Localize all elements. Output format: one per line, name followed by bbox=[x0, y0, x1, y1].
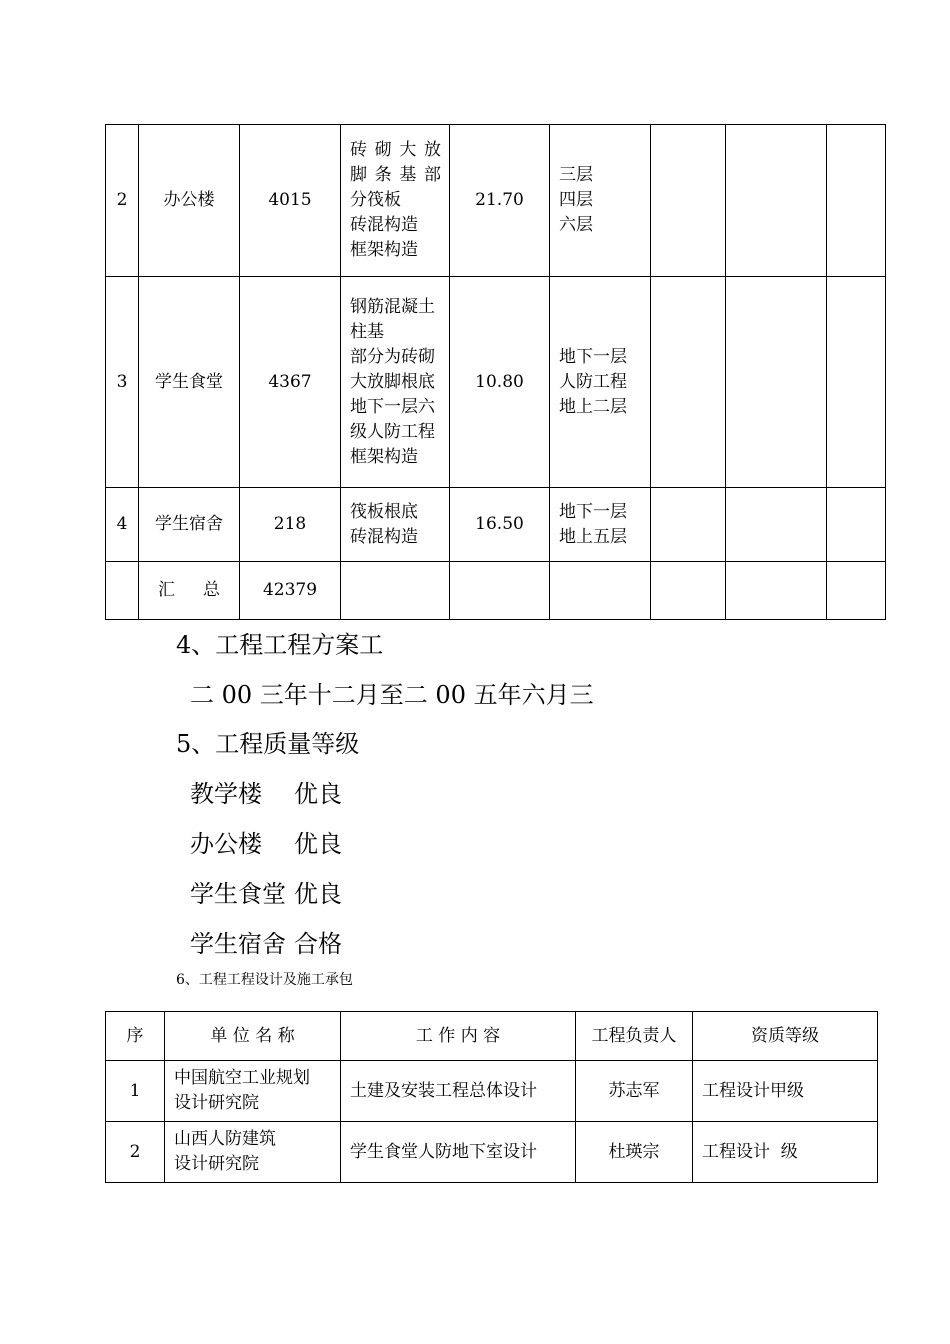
empty-cell bbox=[726, 562, 827, 620]
empty-cell bbox=[450, 562, 550, 620]
empty-cell bbox=[106, 562, 139, 620]
empty-cell bbox=[827, 277, 886, 488]
building-height: 21.70 bbox=[450, 125, 550, 277]
building-name: 学生食堂 bbox=[139, 277, 240, 488]
floors-cell: 地下一层 人防工程 地上二层 bbox=[550, 277, 651, 488]
total-row bbox=[106, 562, 886, 620]
qualification-grade: 工程设计甲级 bbox=[693, 1061, 878, 1122]
building-table bbox=[105, 124, 886, 620]
header-cell: 工程负责人 bbox=[576, 1012, 693, 1061]
section6-title: 6、工程工程设计及施工承包 bbox=[176, 972, 353, 988]
work-content: 学生食堂人防地下室设计 bbox=[341, 1122, 576, 1183]
building-area: 4015 bbox=[240, 125, 341, 277]
unit-name: 山西人防建筑 设计研究院 bbox=[165, 1122, 341, 1183]
header-cell: 单 位 名 称 bbox=[165, 1012, 341, 1061]
building-name: 办公楼 bbox=[139, 125, 240, 277]
header-cell: 序 bbox=[106, 1012, 165, 1061]
section4-title: 4、工程工程方案工 bbox=[176, 631, 384, 659]
floors-cell: 地下一层 地上五层 bbox=[550, 488, 651, 562]
table-row bbox=[106, 488, 886, 562]
contractor-table bbox=[105, 1011, 878, 1183]
row-number: 4 bbox=[106, 488, 139, 562]
building-height: 10.80 bbox=[450, 277, 550, 488]
quality-item: 教学楼 优良 bbox=[190, 780, 342, 808]
structure-cell: 筏板根底 砖混构造 bbox=[341, 488, 450, 562]
table-row bbox=[106, 1122, 878, 1183]
project-leader: 杜瑛宗 bbox=[576, 1122, 693, 1183]
empty-cell bbox=[651, 277, 726, 488]
empty-cell bbox=[827, 125, 886, 277]
table-header-row bbox=[106, 1012, 878, 1061]
unit-name: 中国航空工业规划 设计研究院 bbox=[165, 1061, 341, 1122]
empty-cell bbox=[651, 488, 726, 562]
row-number: 3 bbox=[106, 277, 139, 488]
quality-item: 学生宿舍 合格 bbox=[190, 930, 342, 958]
empty-cell bbox=[550, 562, 651, 620]
structure-cell: 钢筋混凝土 柱基 部分为砖砌 大放脚根底 地下一层六 级人防工程 框架构造 bbox=[341, 277, 450, 488]
empty-cell bbox=[726, 277, 827, 488]
section4-body: 二 00 三年十二月至二 00 五年六月三 bbox=[190, 681, 594, 709]
section5-title: 5、工程质量等级 bbox=[176, 730, 360, 758]
building-name: 学生宿舍 bbox=[139, 488, 240, 562]
header-cell: 资质等级 bbox=[693, 1012, 878, 1061]
quality-item: 学生食堂 优良 bbox=[190, 880, 342, 908]
total-label: 汇 总 bbox=[139, 562, 240, 620]
building-height: 16.50 bbox=[450, 488, 550, 562]
table-row bbox=[106, 1061, 878, 1122]
row-number: 2 bbox=[106, 1122, 165, 1183]
empty-cell bbox=[651, 562, 726, 620]
work-content: 土建及安装工程总体设计 bbox=[341, 1061, 576, 1122]
empty-cell bbox=[827, 488, 886, 562]
table-row bbox=[106, 125, 886, 277]
quality-item: 办公楼 优良 bbox=[190, 830, 342, 858]
total-area: 42379 bbox=[240, 562, 341, 620]
row-number: 2 bbox=[106, 125, 139, 277]
building-area: 4367 bbox=[240, 277, 341, 488]
empty-cell bbox=[726, 125, 827, 277]
header-cell: 工 作 内 容 bbox=[341, 1012, 576, 1061]
empty-cell bbox=[827, 562, 886, 620]
building-area: 218 bbox=[240, 488, 341, 562]
empty-cell bbox=[341, 562, 450, 620]
empty-cell bbox=[726, 488, 827, 562]
qualification-grade: 工程设计 级 bbox=[693, 1122, 878, 1183]
empty-cell bbox=[651, 125, 726, 277]
structure-cell: 砖砌大放 脚条基部 分筏板 砖混构造 框架构造 bbox=[341, 125, 450, 277]
row-number: 1 bbox=[106, 1061, 165, 1122]
floors-cell: 三层 四层 六层 bbox=[550, 125, 651, 277]
table-row bbox=[106, 277, 886, 488]
project-leader: 苏志军 bbox=[576, 1061, 693, 1122]
